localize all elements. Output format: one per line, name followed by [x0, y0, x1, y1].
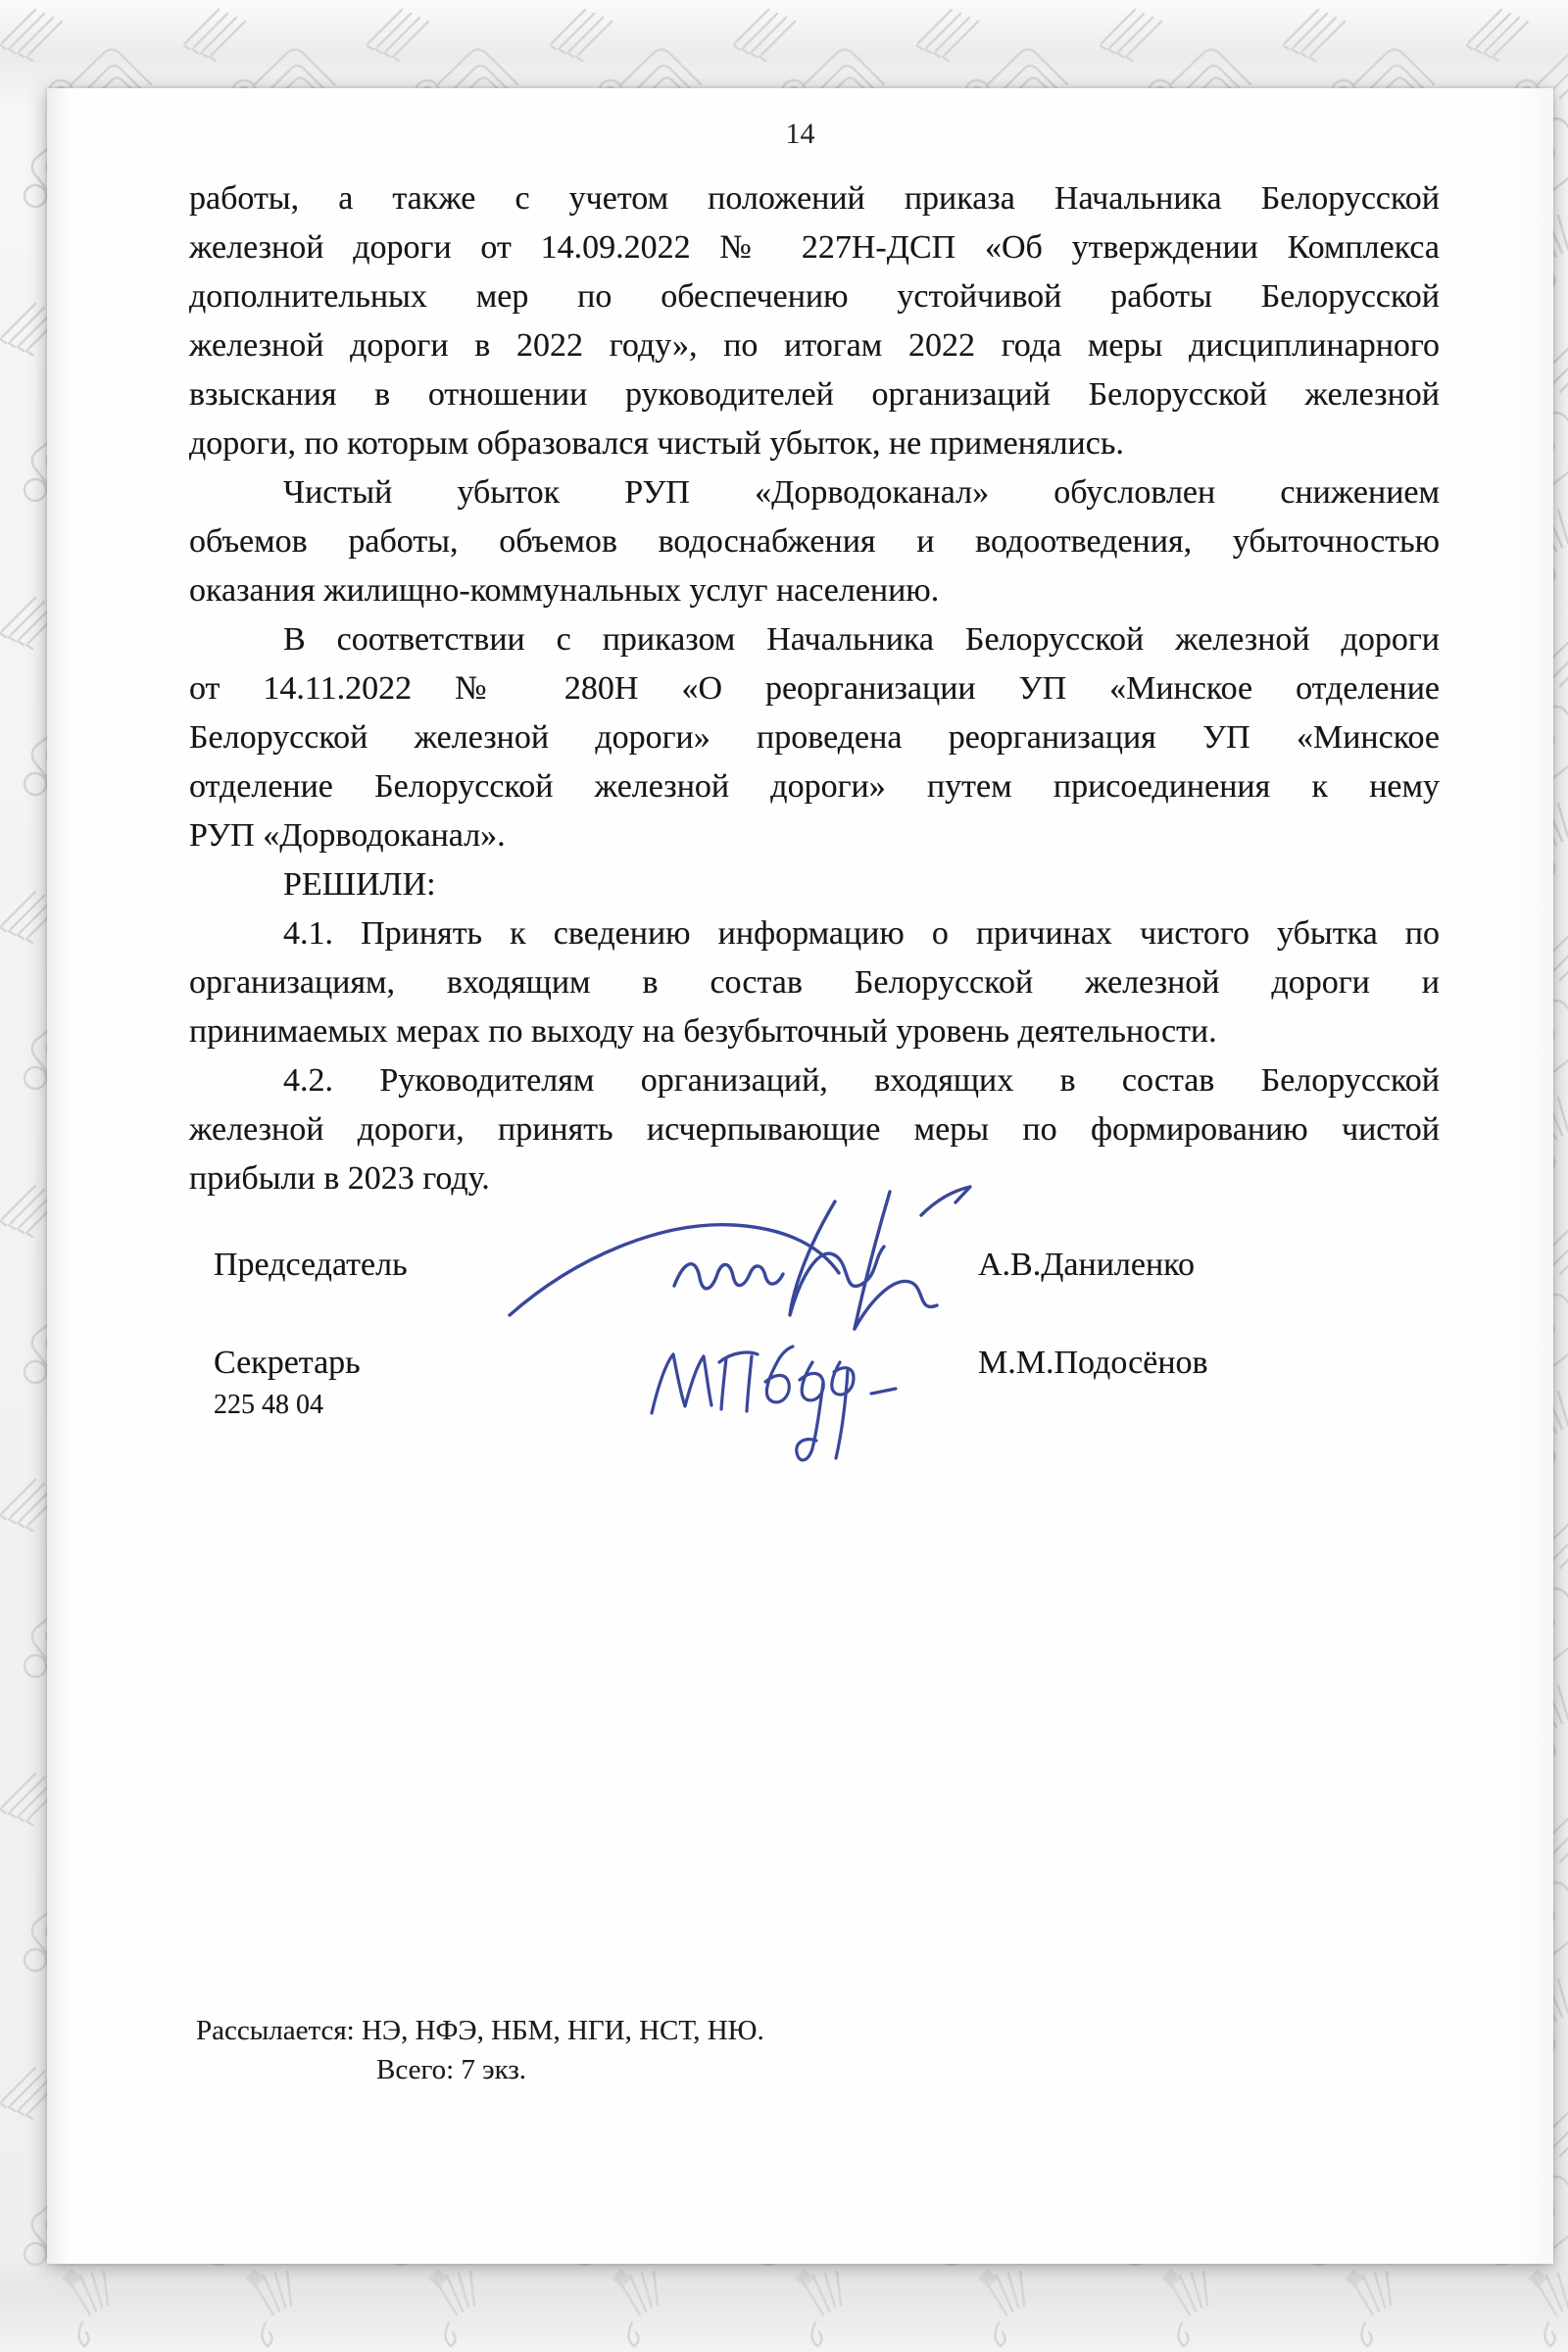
text-line: принимаемых мерах по выходу на безубыточный уровень деятельности. — [189, 1013, 1217, 1050]
chairman-signature-ink — [510, 1187, 970, 1329]
text-line: взыскания в отношении руководителей организаций Белорусской железной — [189, 376, 1440, 413]
text-line: Чистый убыток РУП «Дорводоканал» обусловлен снижением — [283, 474, 1440, 511]
document-body — [189, 174, 1440, 1203]
chairman-label: Председатель — [214, 1247, 408, 1283]
text-line: объемов работы, объемов водоснабжения и водоотведения, убыточностью — [189, 523, 1440, 560]
text-line: железной дороги, принять исчерпывающие меры по формированию чистой — [189, 1111, 1440, 1148]
secretary-signature-ink — [652, 1347, 896, 1460]
text-line: прибыли в 2023 году. — [189, 1160, 490, 1197]
chairman-name: А.В.Даниленко — [978, 1247, 1195, 1283]
secretary-name: М.М.Подосёнов — [978, 1345, 1208, 1381]
text-line: отделение Белорусской железной дороги» путем присоединения к нему — [189, 768, 1440, 805]
distribution-total: Всего: 7 экз. — [376, 2054, 527, 2085]
text-line: организациям, входящим в состав Белорусской железной дороги и — [189, 964, 1440, 1001]
distribution-list: Рассылается: НЭ, НФЭ, НБМ, НГИ, НСТ, НЮ. — [196, 2015, 764, 2046]
text-line: РЕШИЛИ: — [283, 866, 436, 903]
text-line: Белорусской железной дороги» проведена реорганизация УП «Минское — [189, 719, 1440, 756]
text-line: работы, а также с учетом положений приказа Начальника Белорусской — [189, 180, 1440, 217]
text-line: железной дороги от 14.09.2022 № 227Н-ДСП «Об утверждении Комплекса — [189, 229, 1440, 266]
text-line: РУП «Дорводоканал». — [189, 817, 506, 854]
secretary-label: Секретарь — [214, 1345, 361, 1381]
text-line: 4.1. Принять к сведению информацию о причинах чистого убытка по — [283, 915, 1440, 952]
text-line: оказания жилищно-коммунальных услуг населению. — [189, 572, 940, 609]
secretary-phone: 225 48 04 — [214, 1390, 323, 1420]
text-line: от 14.11.2022 № 280Н «О реорганизации УП «Минское отделение — [189, 670, 1440, 707]
document-page — [47, 88, 1553, 2264]
text-line: дороги, по которым образовался чистый убыток, не применялись. — [189, 425, 1124, 462]
page-number: 14 — [785, 118, 815, 150]
text-line: дополнительных мер по обеспечению устойчивой работы Белорусской — [189, 278, 1440, 315]
text-line: железной дороги в 2022 году», по итогам 2022 года меры дисциплинарного — [189, 327, 1440, 364]
text-line: В соответствии с приказом Начальника Белорусской железной дороги — [283, 621, 1440, 658]
text-line: 4.2. Руководителям организаций, входящих в состав Белорусской — [283, 1062, 1440, 1099]
